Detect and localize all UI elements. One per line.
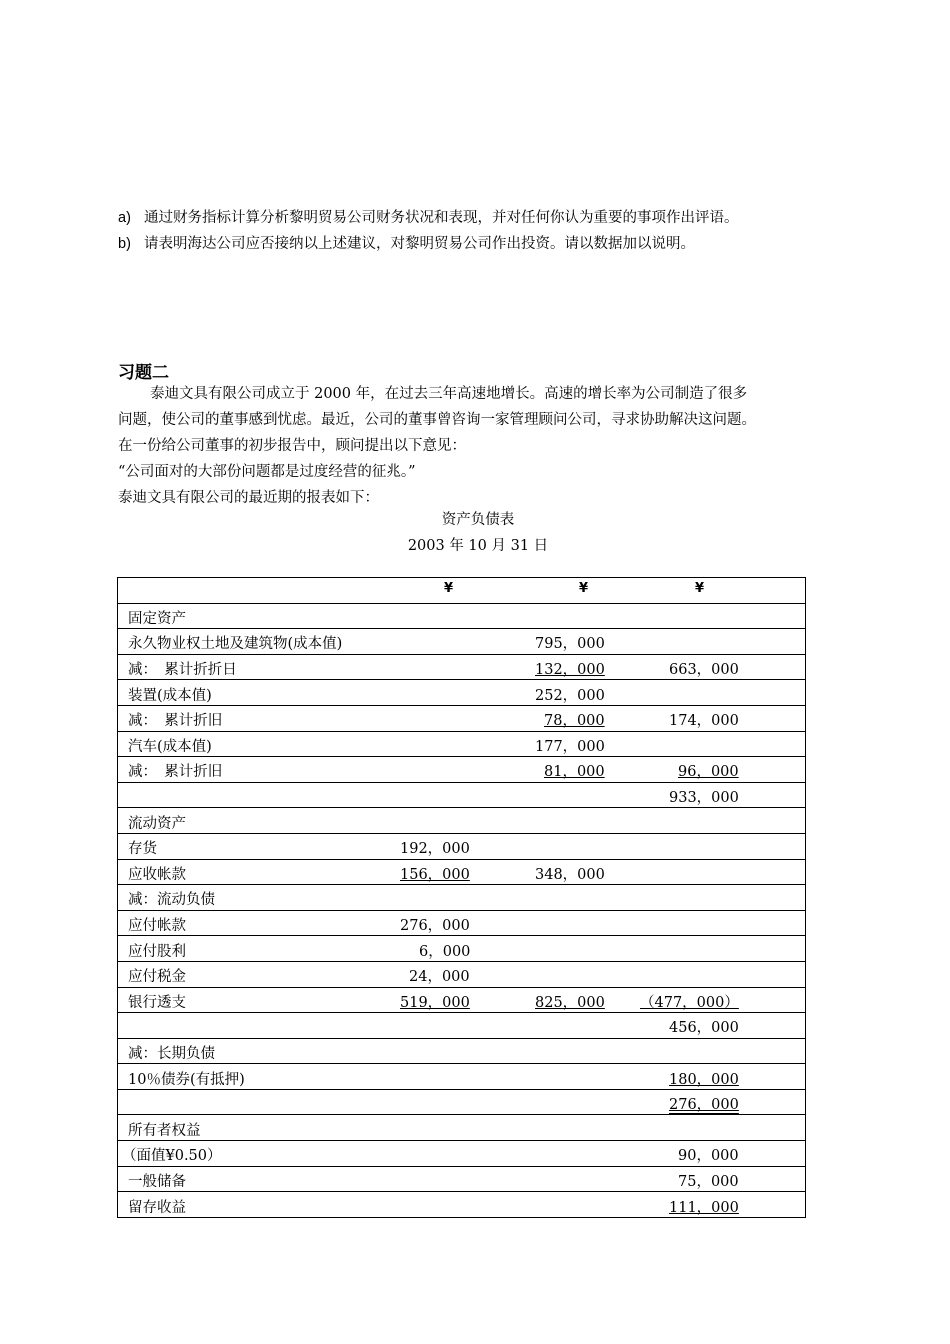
table-cell bbox=[118, 910, 806, 936]
table-cell bbox=[118, 936, 806, 962]
paragraph-line-2: 问题，使公司的董事感到忧虑。最近，公司的董事曾咨询一家管理顾问公司，寻求协助解决这问题。 bbox=[118, 412, 756, 428]
table-row bbox=[118, 987, 806, 1013]
amount-c2: 132，000 bbox=[535, 662, 605, 679]
paragraph-line-3: 在一份给公司董事的初步报告中，顾问提出以下意见： bbox=[118, 438, 466, 454]
table-row bbox=[118, 859, 806, 885]
amount-c1: 192，000 bbox=[400, 841, 470, 858]
row-label: 10％债券(有抵押) bbox=[128, 1071, 245, 1088]
currency-header-row bbox=[118, 578, 806, 604]
row-label: 流动资产 bbox=[128, 815, 186, 832]
currency-header-3: ¥ bbox=[695, 581, 705, 597]
table-cell bbox=[118, 1141, 806, 1167]
table-cell bbox=[118, 757, 806, 783]
table-cell bbox=[118, 1038, 806, 1064]
row-label: 存货 bbox=[128, 841, 157, 858]
table-row bbox=[118, 1089, 806, 1115]
row-label: 永久物业权土地及建筑物(成本值) bbox=[128, 636, 343, 653]
table-row bbox=[118, 731, 806, 757]
amount-c2: 348，000 bbox=[535, 866, 605, 883]
paragraph-line-5: 泰迪文具有限公司的最近期的报表如下： bbox=[118, 490, 379, 506]
question-a-text: 通过财务指标计算分析黎明贸易公司财务状况和表现，并对任何你认为重要的事项作出评语。 bbox=[144, 210, 739, 226]
question-b bbox=[118, 235, 695, 253]
row-label: 应收帐款 bbox=[128, 866, 186, 883]
amount-c2: 78，000 bbox=[544, 713, 605, 730]
table-cell bbox=[118, 808, 806, 834]
question-b-text: 请表明海达公司应否接纳以上述建议，对黎明贸易公司作出投资。请以数据加以说明。 bbox=[144, 236, 695, 252]
row-label: 减：长期负债 bbox=[128, 1045, 215, 1062]
amount-c3: 90，000 bbox=[678, 1148, 739, 1165]
amount-c2: 177，000 bbox=[535, 738, 605, 755]
table-cell bbox=[118, 1115, 806, 1141]
amount-c3: 111，000 bbox=[669, 1199, 739, 1216]
table-row bbox=[118, 1141, 806, 1167]
table-row bbox=[118, 910, 806, 936]
row-label: （面值¥0.50） bbox=[122, 1148, 222, 1165]
amount-c2: 252，000 bbox=[535, 687, 605, 704]
amount-c1: 276，000 bbox=[400, 918, 470, 935]
amount-c3: 663，000 bbox=[669, 662, 739, 679]
row-label: 减： 累计折折日 bbox=[128, 662, 237, 679]
amount-c3: 276，000 bbox=[669, 1097, 739, 1114]
table-row bbox=[118, 885, 806, 911]
table-cell bbox=[118, 680, 806, 706]
amount-c3: （477，000） bbox=[640, 994, 739, 1011]
table-cell bbox=[118, 603, 806, 629]
table-cell bbox=[118, 833, 806, 859]
table-row bbox=[118, 705, 806, 731]
table-row bbox=[118, 1166, 806, 1192]
amount-c3: 96，000 bbox=[678, 764, 739, 781]
amount-c1: 156，000 bbox=[400, 866, 470, 883]
amount-c1: 6，000 bbox=[419, 943, 471, 960]
currency-header-2: ¥ bbox=[579, 581, 589, 597]
question-b-label: b) bbox=[118, 236, 131, 252]
table-cell bbox=[118, 1192, 806, 1218]
table-row bbox=[118, 603, 806, 629]
currency-header-1: ¥ bbox=[444, 581, 454, 597]
paragraph-line-1: 泰迪文具有限公司成立于 2000 年，在过去三年高速地增长。高速的增长率为公司制造了很多 bbox=[150, 386, 748, 402]
amount-c2: 825，000 bbox=[535, 994, 605, 1011]
table-row bbox=[118, 808, 806, 834]
balance-sheet-body bbox=[118, 578, 806, 1218]
table-row bbox=[118, 654, 806, 680]
table-row bbox=[118, 936, 806, 962]
amount-c2: 81，000 bbox=[544, 764, 605, 781]
table-row bbox=[118, 1013, 806, 1039]
amount-c3: 456，000 bbox=[669, 1020, 739, 1037]
row-label: 应付股利 bbox=[128, 943, 186, 960]
row-label: 汽车(成本值) bbox=[128, 738, 212, 755]
table-row bbox=[118, 1064, 806, 1090]
row-label: 减：流动负债 bbox=[128, 892, 215, 909]
table-row bbox=[118, 961, 806, 987]
table-cell bbox=[118, 578, 806, 604]
table-row bbox=[118, 1192, 806, 1218]
statement-title: 资产负债表 bbox=[441, 512, 515, 528]
amount-c1: 519，000 bbox=[400, 994, 470, 1011]
row-label: 装置(成本值) bbox=[128, 687, 212, 704]
table-row bbox=[118, 629, 806, 655]
row-label: 减： 累计折旧 bbox=[128, 713, 223, 730]
amount-c3: 174，000 bbox=[669, 713, 739, 730]
balance-sheet-table bbox=[117, 577, 806, 1218]
table-cell bbox=[118, 705, 806, 731]
amount-c1: 24，000 bbox=[409, 969, 470, 986]
table-cell bbox=[118, 1013, 806, 1039]
table-cell bbox=[118, 654, 806, 680]
table-cell bbox=[118, 1166, 806, 1192]
table-cell bbox=[118, 629, 806, 655]
amount-c3: 75，000 bbox=[678, 1173, 739, 1190]
intro-paragraph bbox=[118, 381, 838, 511]
table-cell bbox=[118, 731, 806, 757]
table-cell bbox=[118, 1089, 806, 1115]
table-row bbox=[118, 782, 806, 808]
row-label: 所有者权益 bbox=[128, 1122, 201, 1139]
section-title: 习题二 bbox=[118, 363, 169, 383]
row-label: 留存收益 bbox=[128, 1199, 186, 1216]
question-a-label: a) bbox=[118, 210, 131, 226]
table-row bbox=[118, 833, 806, 859]
table-cell bbox=[118, 859, 806, 885]
table-cell bbox=[118, 782, 806, 808]
row-label: 减： 累计折旧 bbox=[128, 764, 223, 781]
row-label: 固定资产 bbox=[128, 610, 186, 627]
table-cell bbox=[118, 885, 806, 911]
table-cell bbox=[118, 987, 806, 1013]
table-row bbox=[118, 680, 806, 706]
table-cell bbox=[118, 1064, 806, 1090]
table-row bbox=[118, 757, 806, 783]
row-label: 应付税金 bbox=[128, 969, 186, 986]
row-label: 一般储备 bbox=[128, 1173, 186, 1190]
row-label: 应付帐款 bbox=[128, 918, 186, 935]
statement-date: 2003 年 10 月 31 日 bbox=[407, 538, 549, 554]
amount-c3: 180，000 bbox=[669, 1071, 739, 1088]
paragraph-line-4: “公司面对的大部份问题都是过度经营的征兆。” bbox=[118, 464, 416, 480]
table-cell bbox=[118, 961, 806, 987]
amount-c2: 795，000 bbox=[535, 636, 605, 653]
amount-c3: 933，000 bbox=[669, 790, 739, 807]
table-row bbox=[118, 1038, 806, 1064]
question-a bbox=[118, 209, 739, 227]
table-row bbox=[118, 1115, 806, 1141]
row-label: 银行透支 bbox=[128, 994, 186, 1011]
